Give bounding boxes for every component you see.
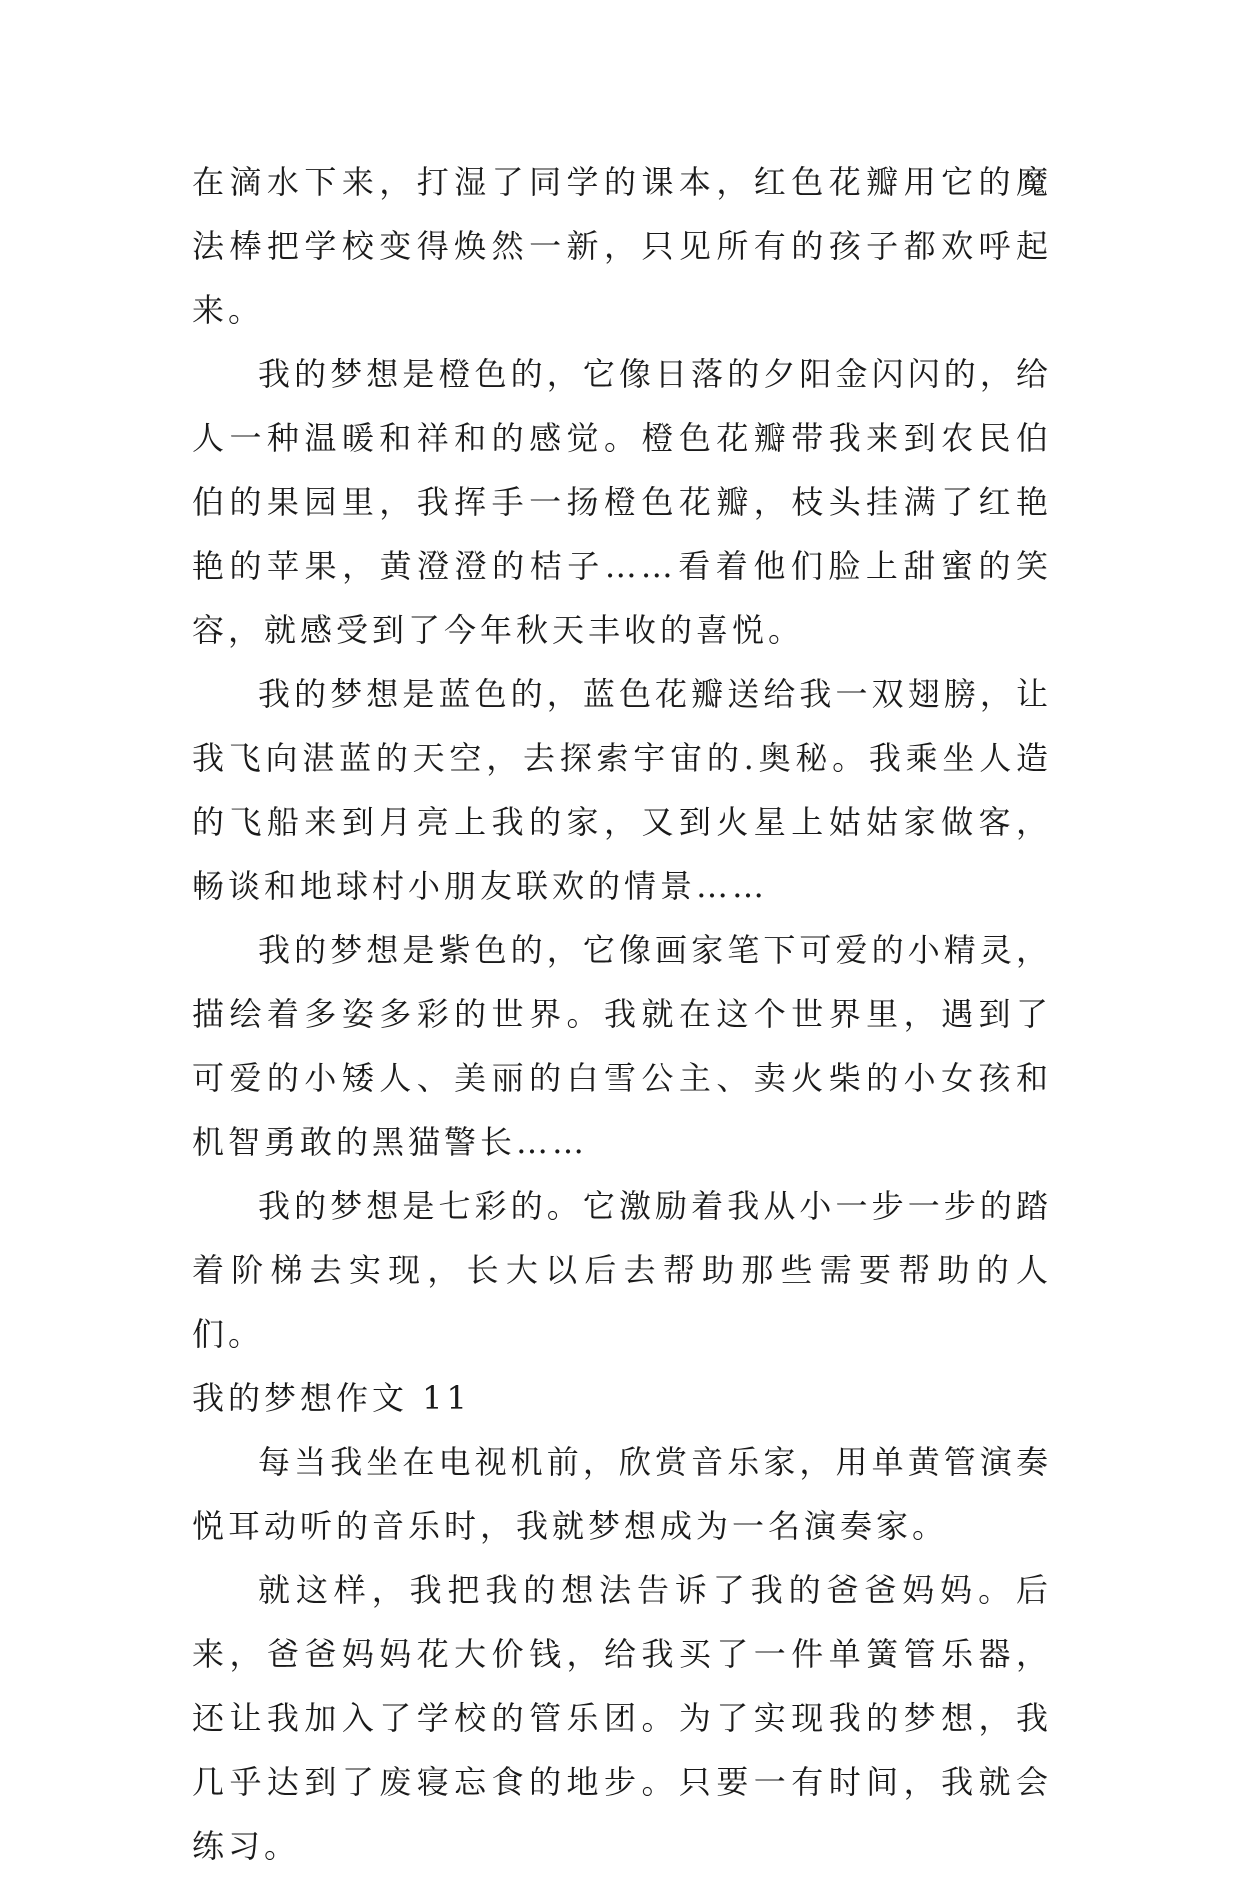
paragraph-continuation: 在滴水下来，打湿了同学的课本，红色花瓣用它的魔法棒把学校变得焕然一新，只见所有的孩子都欢呼起来。: [192, 163, 1052, 329]
paragraph-purple-dream: 我的梦想是紫色的，它像画家笔下可爱的小精灵，描绘着多姿多彩的世界。我就在这个世界里，遇到了可爱的小矮人、美丽的白雪公主、卖火柴的小女孩和机智勇敢的黑猫警长……: [192, 931, 1052, 1161]
document-body: [192, 150, 1052, 1878]
paragraph-practice: 就这样，我把我的想法告诉了我的爸爸妈妈。后来，爸爸妈妈花大价钱，给我买了一件单簧管乐器，还让我加入了学校的管乐团。为了实现我的梦想，我几乎达到了废寝忘食的地步。只要一有时间，我就会练习。: [192, 1571, 1052, 1865]
paragraph-musician-dream: 每当我坐在电视机前，欣赏音乐家，用单黄管演奏悦耳动听的音乐时，我就梦想成为一名演奏家。: [192, 1443, 1052, 1545]
paragraph-rainbow-dream: 我的梦想是七彩的。它激励着我从小一步一步的踏着阶梯去实现，长大以后去帮助那些需要帮助的人们。: [192, 1187, 1052, 1353]
section-title: 我的梦想作文 11: [192, 1379, 471, 1417]
paragraph-blue-dream: 我的梦想是蓝色的，蓝色花瓣送给我一双翅膀，让我飞向湛蓝的天空，去探索宇宙的.奥秘。我乘坐人造的飞船来到月亮上我的家，又到火星上姑姑家做客，畅谈和地球村小朋友联欢的情景……: [192, 675, 1052, 905]
paragraph-orange-dream: 我的梦想是橙色的，它像日落的夕阳金闪闪的，给人一种温暖和祥和的感觉。橙色花瓣带我来到农民伯伯的果园里，我挥手一扬橙色花瓣，枝头挂满了红艳艳的苹果，黄澄澄的桔子……看着他们脸上甜蜜的笑容，就感受到了今年秋天丰收的喜悦。: [192, 355, 1052, 649]
